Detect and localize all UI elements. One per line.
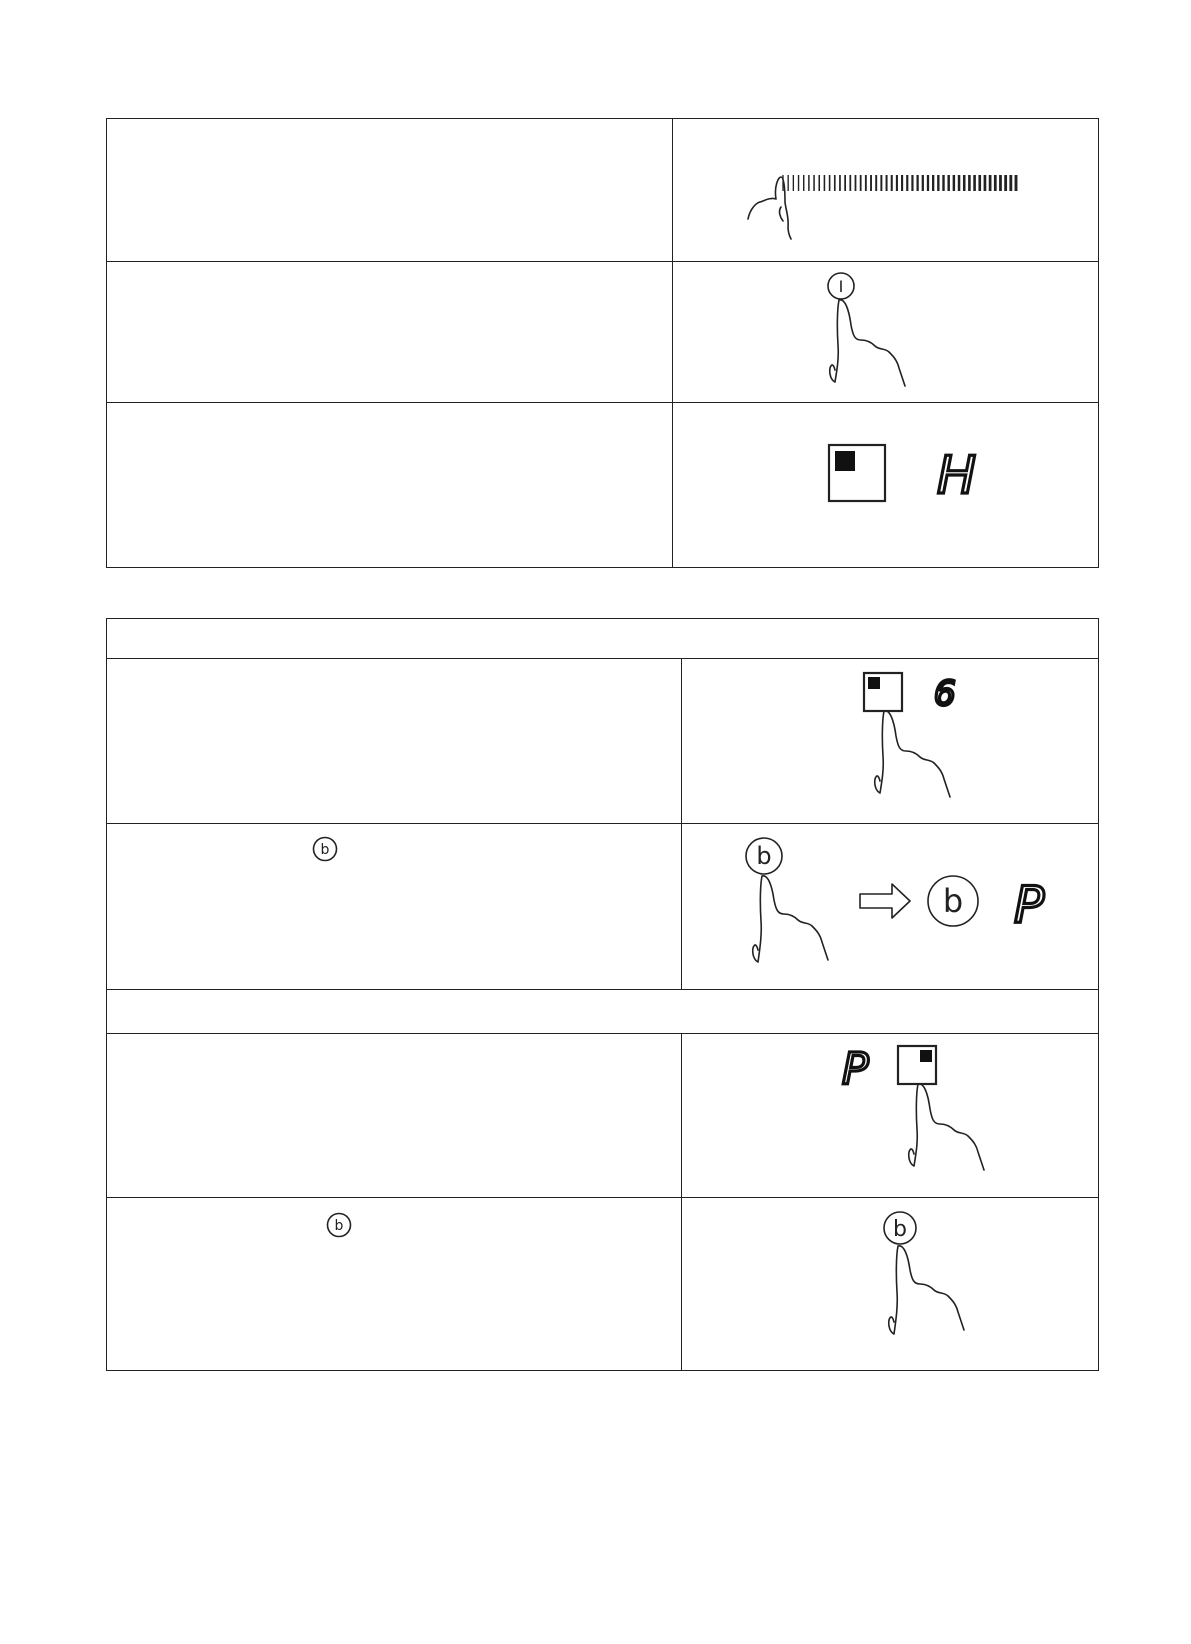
zone-select-illustration [862,671,992,821]
table2-rowB-text-cell [107,824,681,989]
table1-row1-illustration-cell [673,119,1098,261]
table2-section-header [107,619,1098,658]
power-touch-illustration [823,270,943,395]
zone-indicator-icon [868,677,880,689]
boost-glyph: b [756,842,772,870]
table1-row2-text-cell [107,262,672,402]
finger-hand-icon [889,1246,964,1334]
display-segment-char: H [937,446,977,506]
table2-rowD-illustration-cell [682,1198,1098,1370]
arrow-right-icon [860,884,910,918]
zone-display-illustration [827,443,1007,513]
zone-select-illustration [842,1044,1002,1194]
power-glyph: I [838,277,844,296]
display-segment-char: P [1014,876,1045,934]
boost-icon-glyph: b [334,1218,344,1234]
instruction-table-1 [106,118,1099,568]
table2-section-header [107,990,1098,1033]
display-segment-char: 6 [934,674,956,714]
table1-row3-text-cell [107,403,672,567]
touch-slider-icon [728,147,1028,237]
boost-result-glyph: b [942,882,964,920]
finger-hand-icon [875,711,950,797]
boost-touch-illustration [882,1210,992,1360]
inline-boost-icon-wrap [312,836,338,862]
boost-glyph: b [893,1217,907,1242]
finger-hand-icon [830,300,905,386]
finger-hand-icon [909,1084,984,1170]
slider-touch-illustration [728,147,1028,237]
display-segment-char: P [842,1044,869,1095]
table1-row3-illustration-cell [673,403,1098,567]
table2-rowD-text-cell [107,1198,681,1370]
boost-icon-glyph: b [320,842,330,858]
boost-touch-illustration [742,836,1082,986]
instruction-table-2 [106,618,1099,1371]
finger-hand-icon [753,876,828,962]
zone-indicator-icon [920,1050,932,1062]
table2-rowC-text-cell [107,1034,681,1197]
table2-rowA-illustration-cell [682,659,1098,823]
table2-rowC-illustration-cell [682,1034,1098,1197]
table1-row2-illustration-cell [673,262,1098,402]
inline-boost-icon-wrap [326,1212,352,1238]
table2-rowB-illustration-cell [682,824,1098,989]
finger-hand-icon [748,177,791,239]
table2-rowA-text-cell [107,659,681,823]
table1-row1-text-cell [107,119,672,261]
zone-indicator-icon [835,451,855,471]
